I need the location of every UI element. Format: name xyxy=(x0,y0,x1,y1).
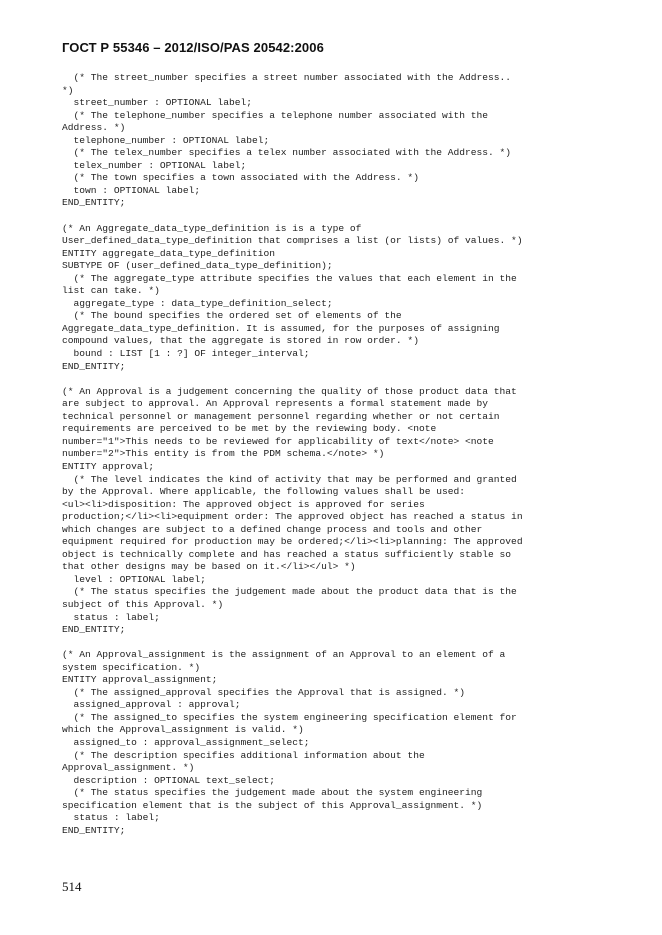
code-line: requirements are perceived to be met by the reviewing body. <note xyxy=(62,423,437,435)
code-line: (* The town specifies a town associated with the Address. *) xyxy=(62,172,419,184)
code-line: END_ENTITY; xyxy=(62,197,126,209)
code-line: (* The aggregate_type attribute specifies the values that each element in the xyxy=(62,272,517,284)
code-line: (* The assigned_to specifies the system engineering specification element for xyxy=(62,711,517,723)
code-line xyxy=(62,637,602,650)
code-line: Aggregate_data_type_definition. It is assumed, for the purposes of assigning xyxy=(62,322,500,334)
code-line: END_ENTITY; xyxy=(62,624,126,636)
code-line: equipment required for production may be ordered;</li><li>planning: The approved xyxy=(62,536,523,548)
code-line: number="2">This entity is from the PDM schema.</note> *) xyxy=(62,448,385,460)
code-line xyxy=(62,210,602,223)
code-line: (* The assigned_approval specifies the Approval that is assigned. *) xyxy=(62,686,466,698)
code-line: (* An Approval is a judgement concerning the quality of those product data that xyxy=(62,385,517,397)
code-line: status : label; xyxy=(62,611,160,623)
code-line: ENTITY aggregate_data_type_definition xyxy=(62,247,276,259)
page-number: 514 xyxy=(62,879,82,894)
code-line: User_defined_data_type_definition that comprises a list (or lists) of values. *) xyxy=(62,235,523,247)
code-line: (* The description specifies additional information about the xyxy=(62,749,425,761)
express-code-listing xyxy=(62,72,602,837)
code-line: assigned_approval : approval; xyxy=(62,699,241,711)
code-line: town : OPTIONAL label; xyxy=(62,184,201,196)
code-line: (* The status specifies the judgement made about the product data that is the xyxy=(62,586,517,598)
code-line: END_ENTITY; xyxy=(62,360,126,372)
code-line: (* The bound specifies the ordered set of elements of the xyxy=(62,310,402,322)
code-line: *) xyxy=(62,84,74,96)
code-line: Address. *) xyxy=(62,122,126,134)
code-line: Approval_assignment. *) xyxy=(62,762,195,774)
code-line: bound : LIST [1 : ?] OF integer_interval; xyxy=(62,348,310,360)
page-header: ГОСТ Р 55346 – 2012/ISO/PAS 20542:2006 xyxy=(62,40,324,55)
code-line: street_number : OPTIONAL label; xyxy=(62,97,252,109)
code-line: which changes are subject to a defined change process and tools and other xyxy=(62,523,483,535)
code-line: system specification. *) xyxy=(62,661,201,673)
code-line: list can take. *) xyxy=(62,285,160,297)
code-line: (* The telephone_number specifies a telephone number associated with the xyxy=(62,109,489,121)
code-line: ENTITY approval; xyxy=(62,460,155,472)
code-line: (* The street_number specifies a street number associated with the Address.. xyxy=(62,72,512,83)
code-line: which the Approval_assignment is valid. *) xyxy=(62,724,304,736)
code-line: that other designs may be based on it.</li></ul> *) xyxy=(62,561,356,573)
code-line: level : OPTIONAL label; xyxy=(62,573,206,585)
code-line: object is technically complete and has reached a status sufficiently stable so xyxy=(62,548,512,560)
code-line: END_ENTITY; xyxy=(62,824,126,836)
code-line: (* The level indicates the kind of activity that may be performed and granted xyxy=(62,473,517,485)
code-line: are subject to approval. An Approval represents a formal statement made by xyxy=(62,398,489,410)
code-line: description : OPTIONAL text_select; xyxy=(62,774,276,786)
code-line: by the Approval. Where applicable, the following values shall be used: xyxy=(62,486,466,498)
code-line: telephone_number : OPTIONAL label; xyxy=(62,134,270,146)
code-line: (* An Aggregate_data_type_definition is is a type of xyxy=(62,222,362,234)
code-line: status : label; xyxy=(62,812,160,824)
code-line: ENTITY approval_assignment; xyxy=(62,674,218,686)
code-line: telex_number : OPTIONAL label; xyxy=(62,159,247,171)
code-line: specification element that is the subject of this Approval_assignment. *) xyxy=(62,799,483,811)
code-line: aggregate_type : data_type_definition_select; xyxy=(62,297,333,309)
code-line xyxy=(62,373,602,386)
code-line: number="1">This needs to be reviewed for applicability of text</note> <note xyxy=(62,435,494,447)
code-line: production;</li><li>equipment order: The approved object has reached a status in xyxy=(62,511,523,523)
code-line: subject of this Approval. *) xyxy=(62,598,224,610)
code-line: (* The telex_number specifies a telex number associated with the Address. *) xyxy=(62,147,512,159)
code-line: (* An Approval_assignment is the assignment of an Approval to an element of a xyxy=(62,649,506,661)
code-line: technical personnel or management personnel regarding whether or not certain xyxy=(62,410,500,422)
code-line: <ul><li>disposition: The approved object is approved for series xyxy=(62,498,425,510)
code-line: SUBTYPE OF (user_defined_data_type_definition); xyxy=(62,260,333,272)
code-line: (* The status specifies the judgement made about the system engineering xyxy=(62,787,483,799)
code-line: assigned_to : approval_assignment_select; xyxy=(62,736,310,748)
code-line: compound values, that the aggregate is stored in row order. *) xyxy=(62,335,419,347)
